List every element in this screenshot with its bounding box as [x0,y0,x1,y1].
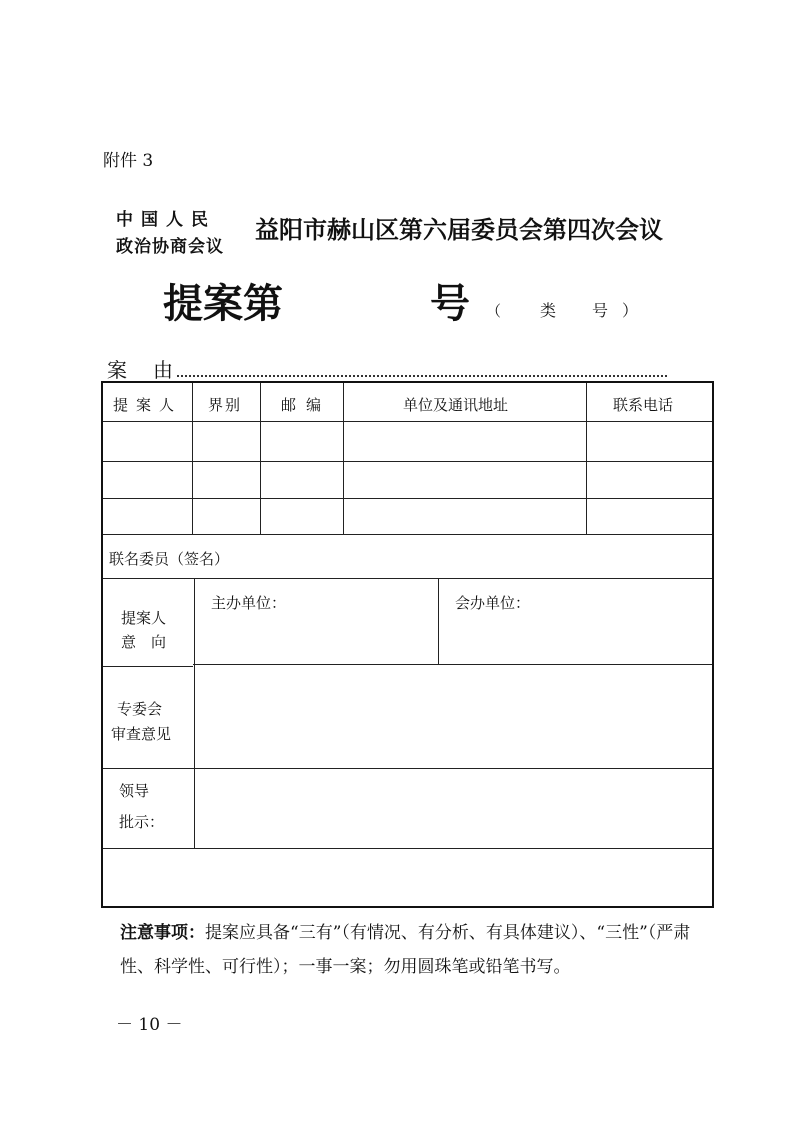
header-phone: 联系电话 [613,396,674,414]
proposal-title: 提案第 [163,280,283,327]
notice-text: 提案应具备“三有”（有情况、有分析、有具体建议）、“三性”（严肃性、科学性、可行性）；一事一案；勿用圆珠笔或铅笔书写。 [120,923,691,977]
category-label: 类 [540,301,557,320]
org-name-line2: 政治协商会议 [116,237,224,257]
category-open-paren: （ [486,302,502,320]
header-postcode: 邮编 [281,396,332,414]
proposal-form-table [101,381,714,908]
header-proposer: 提案人 [113,396,183,414]
header-sector: 界别 [208,396,243,414]
sector-cell[interactable] [193,422,260,460]
host-unit-label: 主办单位： [211,594,287,612]
row-divider [103,666,193,667]
row-divider [103,848,712,849]
reason-input-line[interactable] [177,375,667,377]
notice-label: 注意事项： [120,923,205,943]
col-divider [194,578,195,848]
category-number-label: 号 [592,301,609,320]
committee-label-line1: 专委会 [117,700,163,718]
cosigners-label: 联名委员（签名） [109,550,230,568]
proposer-cell[interactable] [103,422,192,460]
leader-label-line2: 批示： [119,813,165,831]
reason-label: 案由 [107,358,199,382]
committee-label-line2: 审查意见 [111,725,172,743]
page-number: － 10 － [116,1015,183,1035]
meeting-title: 益阳市赫山区第六届委员会第四次会议 [255,215,663,244]
postcode-cell[interactable] [261,422,343,460]
phone-cell[interactable] [587,422,712,460]
row-divider [103,498,712,499]
row-divider [103,534,712,535]
notice-block [120,916,720,984]
co-unit-label: 会办单位： [455,594,531,612]
attachment-label: 附件 3 [103,151,154,171]
proposal-number-suffix: 号 [430,280,470,327]
org-name-line1: 中国人民 [116,210,216,230]
address-cell[interactable] [344,422,586,460]
col-divider [438,578,439,664]
row-divider [193,664,712,665]
intent-label-line1: 提案人 [121,609,167,627]
leader-label-line1: 领导 [119,782,150,800]
row-divider [103,461,712,462]
header-address: 单位及通讯地址 [403,396,509,414]
category-close-paren: ） [622,301,639,320]
intent-label-line2: 意 向 [121,633,167,651]
